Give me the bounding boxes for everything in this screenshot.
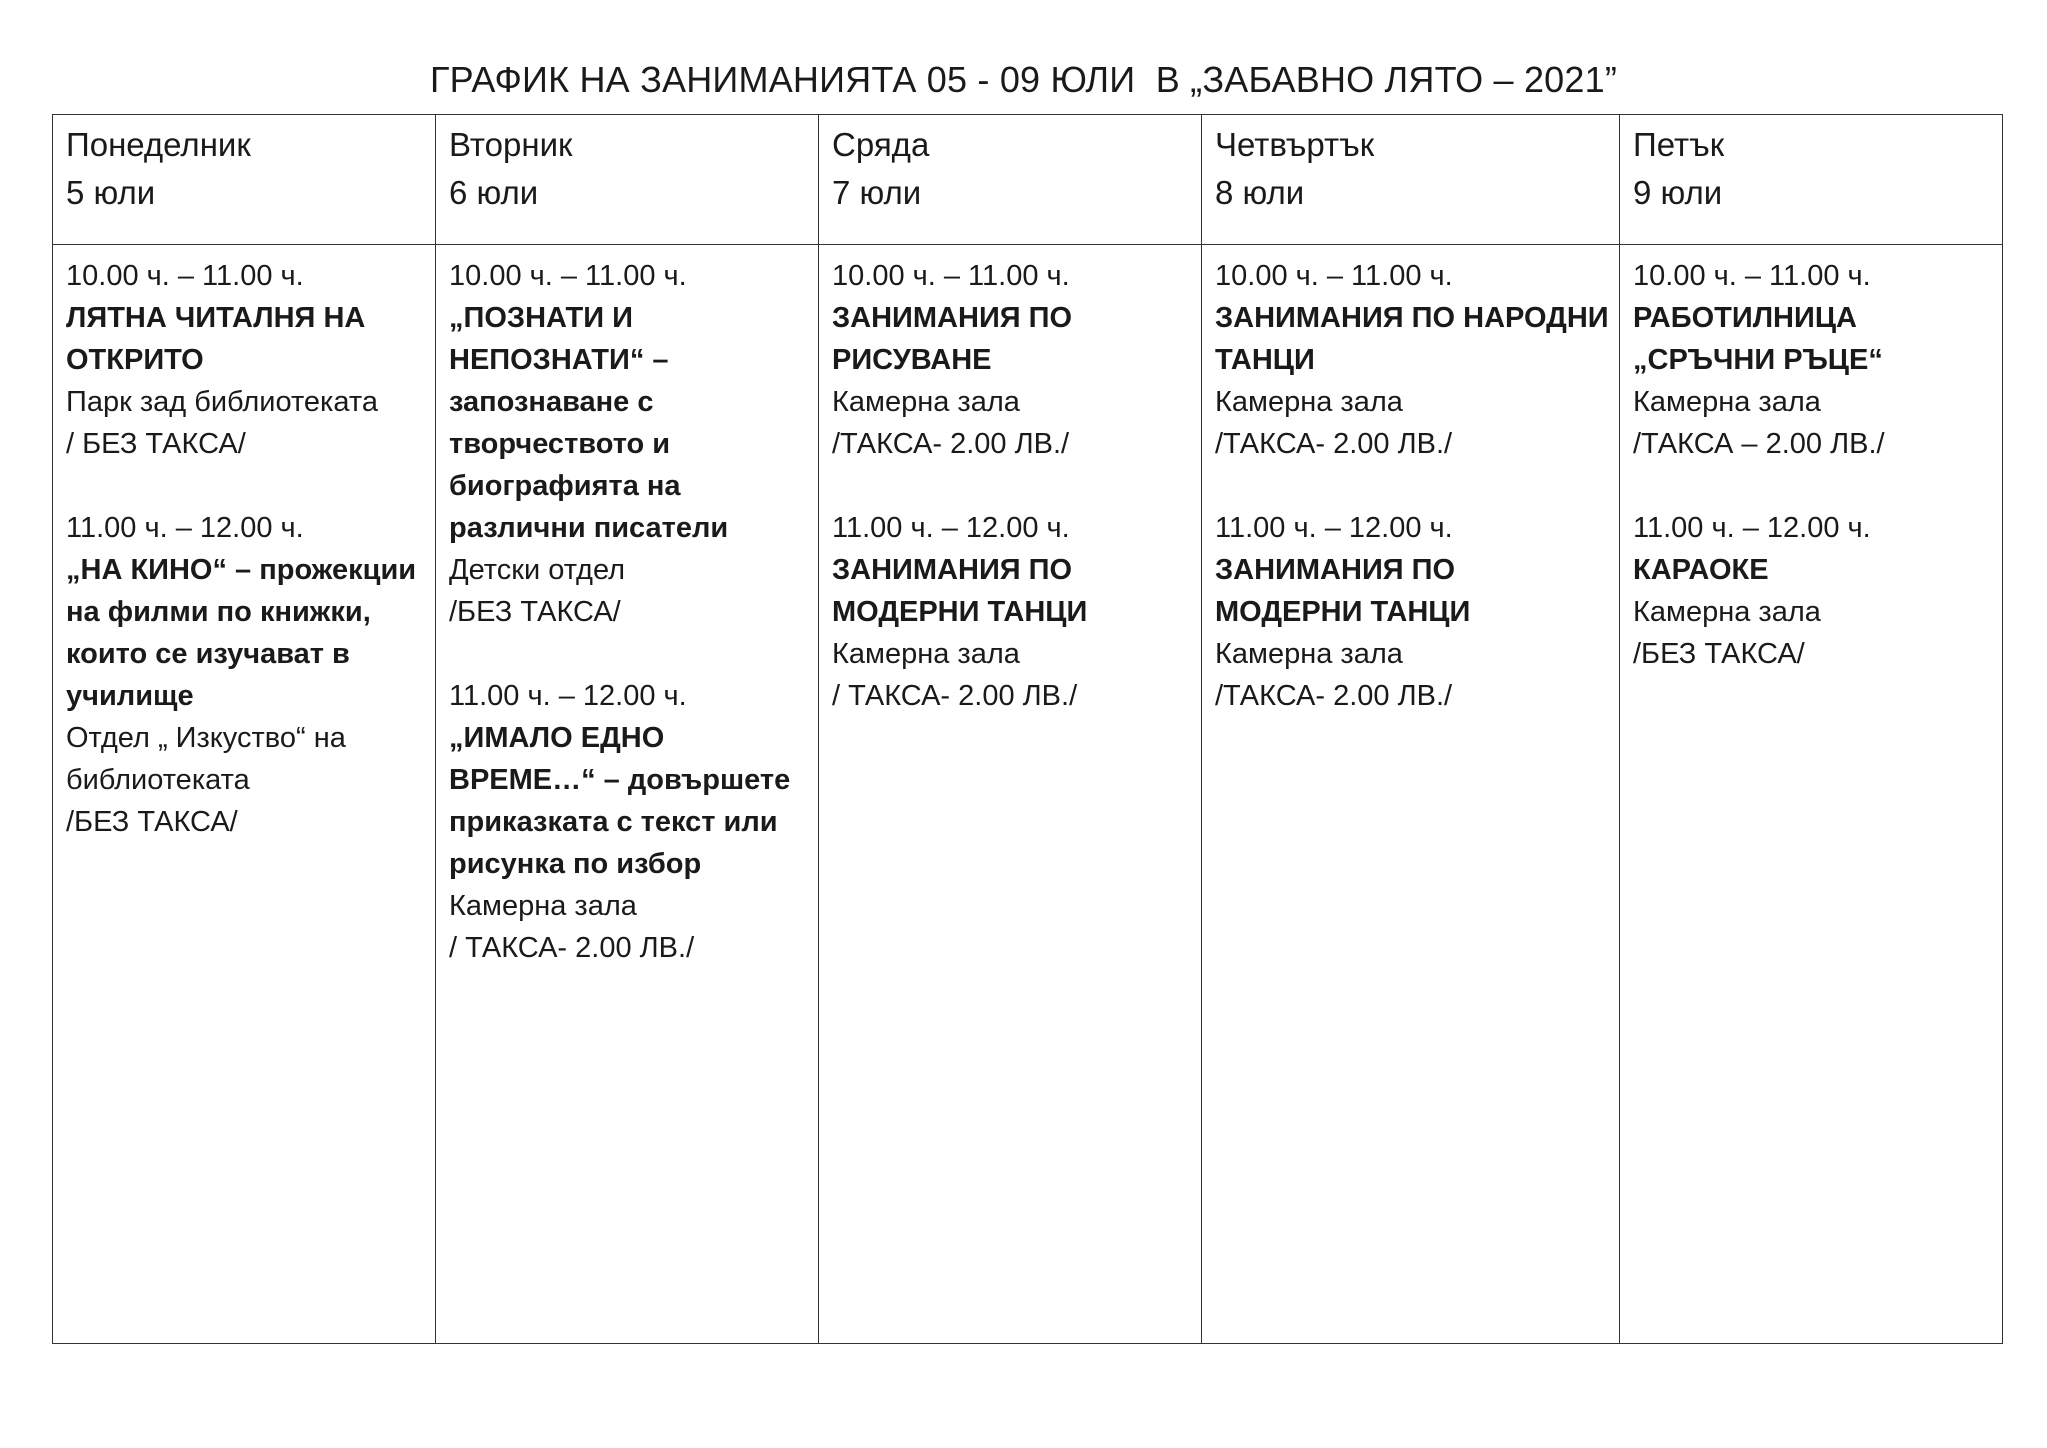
event-item bbox=[1215, 507, 1609, 717]
day-events-monday bbox=[53, 245, 436, 1344]
event-place: Отдел „ Изкуство“ на библиотеката bbox=[66, 722, 346, 796]
day-events-wednesday bbox=[819, 245, 1202, 1344]
event-fee: / ТАКСА- 2.00 ЛВ./ bbox=[832, 680, 1078, 712]
schedule-table bbox=[52, 114, 2003, 1344]
event-fee: /ТАКСА- 2.00 ЛВ./ bbox=[832, 428, 1070, 460]
event-time: 11.00 ч. – 12.00 ч. bbox=[449, 680, 687, 712]
event-place: Камерна зала bbox=[832, 386, 1020, 418]
event-fee: /ТАКСА- 2.00 ЛВ./ bbox=[1215, 428, 1453, 460]
event-fee: /ТАКСА- 2.00 ЛВ./ bbox=[1215, 680, 1453, 712]
event-time: 10.00 ч. – 11.00 ч. bbox=[832, 260, 1070, 292]
day-name: Четвъртък bbox=[1215, 126, 1375, 163]
event-place: Камерна зала bbox=[1215, 638, 1403, 670]
event-title: „НА КИНО“ – прожекции на филми по книжки, които се изучават в училище bbox=[66, 554, 417, 712]
event-time: 11.00 ч. – 12.00 ч. bbox=[832, 512, 1070, 544]
event-time: 10.00 ч. – 11.00 ч. bbox=[1215, 260, 1453, 292]
day-header-thursday bbox=[1202, 115, 1620, 245]
day-name: Петък bbox=[1633, 126, 1725, 163]
event-item bbox=[1633, 255, 1992, 465]
day-date: 9 юли bbox=[1633, 174, 1723, 211]
event-item bbox=[449, 255, 808, 633]
event-fee: /БЕЗ ТАКСА/ bbox=[449, 596, 621, 628]
day-date: 8 юли bbox=[1215, 174, 1305, 211]
event-place: Парк зад библиотеката bbox=[66, 386, 378, 418]
page-title: ГРАФИК НА ЗАНИМАНИЯТА 05 - 09 ЮЛИ В „ЗАБАВНО ЛЯТО – 2021” bbox=[429, 59, 1618, 100]
events-row bbox=[53, 245, 2003, 1344]
event-title: ЗАНИМАНИЯ ПО МОДЕРНИ ТАНЦИ bbox=[1215, 554, 1471, 628]
day-date: 7 юли bbox=[832, 174, 922, 211]
day-header-row bbox=[53, 115, 2003, 245]
event-place: Камерна зала bbox=[832, 638, 1020, 670]
day-date: 6 юли bbox=[449, 174, 539, 211]
event-title: ЗАНИМАНИЯ ПО РИСУВАНЕ bbox=[832, 302, 1073, 376]
day-date: 5 юли bbox=[66, 174, 156, 211]
event-fee: / БЕЗ ТАКСА/ bbox=[66, 428, 246, 460]
day-header-monday bbox=[53, 115, 436, 245]
day-events-tuesday bbox=[436, 245, 819, 1344]
event-time: 10.00 ч. – 11.00 ч. bbox=[66, 260, 304, 292]
event-place: Детски отдел bbox=[449, 554, 626, 586]
event-time: 11.00 ч. – 12.00 ч. bbox=[1215, 512, 1453, 544]
day-header-friday bbox=[1620, 115, 2003, 245]
event-fee: /БЕЗ ТАКСА/ bbox=[66, 806, 238, 838]
event-place: Камерна зала bbox=[1633, 596, 1821, 628]
day-events-thursday bbox=[1202, 245, 1620, 1344]
event-title: РАБОТИЛНИЦА „СРЪЧНИ РЪЦЕ“ bbox=[1633, 302, 1883, 376]
event-item bbox=[449, 675, 808, 969]
day-name: Вторник bbox=[449, 126, 573, 163]
event-item bbox=[66, 507, 425, 843]
event-item bbox=[832, 255, 1191, 465]
event-place: Камерна зала bbox=[1215, 386, 1403, 418]
event-title: „ПОЗНАТИ И НЕПОЗНАТИ“ – запознаване с творчеството и биографията на различни писатели bbox=[449, 302, 729, 544]
event-time: 11.00 ч. – 12.00 ч. bbox=[66, 512, 304, 544]
event-time: 11.00 ч. – 12.00 ч. bbox=[1633, 512, 1871, 544]
event-title: ЗАНИМАНИЯ ПО НАРОДНИ ТАНЦИ bbox=[1215, 302, 1609, 376]
event-item bbox=[1633, 507, 1992, 675]
event-fee: /ТАКСА – 2.00 ЛВ./ bbox=[1633, 428, 1885, 460]
event-title: „ИМАЛО ЕДНО ВРЕМЕ…“ – довършете приказката с текст или рисунка по избор bbox=[449, 722, 791, 880]
day-header-wednesday bbox=[819, 115, 1202, 245]
event-fee: / ТАКСА- 2.00 ЛВ./ bbox=[449, 932, 695, 964]
event-place: Камерна зала bbox=[449, 890, 637, 922]
day-header-tuesday bbox=[436, 115, 819, 245]
event-title: ЛЯТНА ЧИТАЛНЯ НА ОТКРИТО bbox=[66, 302, 366, 376]
event-item bbox=[66, 255, 425, 465]
day-name: Понеделник bbox=[66, 126, 251, 163]
event-title: ЗАНИМАНИЯ ПО МОДЕРНИ ТАНЦИ bbox=[832, 554, 1088, 628]
day-name: Сряда bbox=[832, 126, 930, 163]
event-item bbox=[1215, 255, 1609, 465]
event-place: Камерна зала bbox=[1633, 386, 1821, 418]
event-fee: /БЕЗ ТАКСА/ bbox=[1633, 638, 1805, 670]
day-events-friday bbox=[1620, 245, 2003, 1344]
event-time: 10.00 ч. – 11.00 ч. bbox=[1633, 260, 1871, 292]
event-time: 10.00 ч. – 11.00 ч. bbox=[449, 260, 687, 292]
event-item bbox=[832, 507, 1191, 717]
event-title: КАРАОКЕ bbox=[1633, 554, 1769, 586]
